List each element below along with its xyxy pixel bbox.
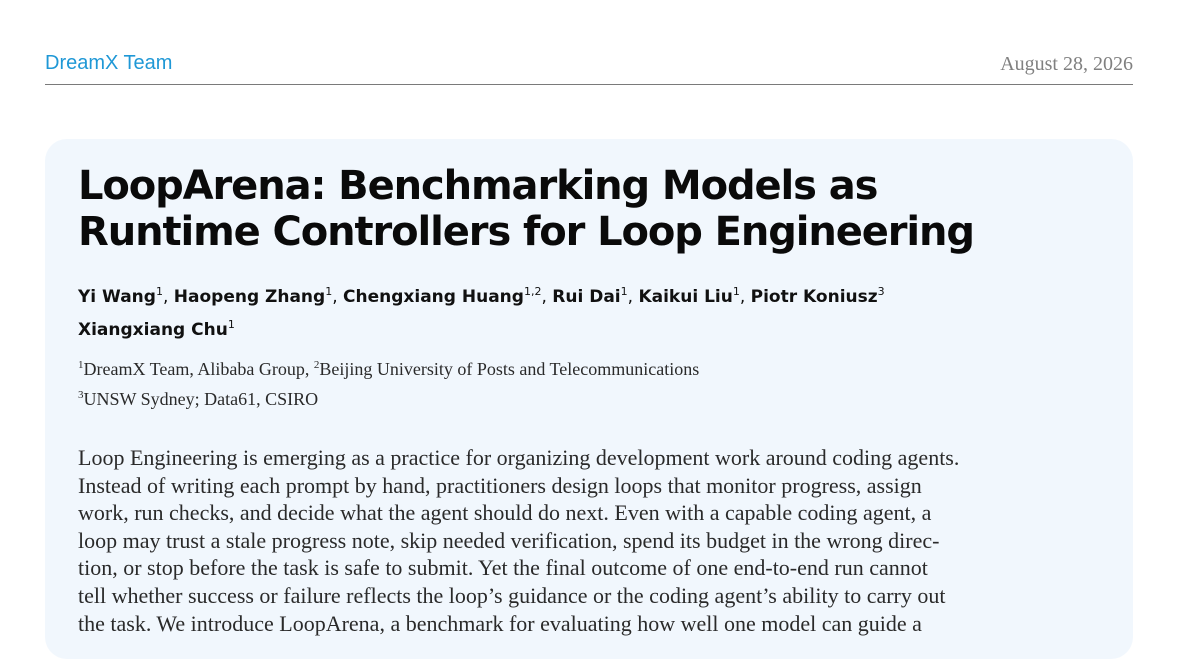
author (552, 287, 627, 307)
author (751, 287, 885, 307)
author-list (78, 281, 1108, 347)
header-date: August 28, 2026 (1000, 53, 1133, 75)
author (638, 287, 739, 307)
abstract-line: tion, or stop before the task is safe to submit. Yet the final outcome of one end-to-end run cannot (78, 555, 928, 581)
author-affiliation-mark: 3 (877, 285, 885, 298)
paper-title-line: LoopArena: Benchmarking Models as (78, 163, 878, 209)
author-name: Rui Dai (552, 287, 621, 307)
abstract (78, 444, 1108, 637)
affiliation-mark: 1 (78, 359, 84, 371)
abstract-line: loop may trust a stale progress note, skip needed verification, spend its budget in the wrong direc- (78, 527, 940, 553)
affiliation (314, 359, 699, 379)
team-name: DreamX Team (45, 52, 173, 74)
author-affiliation-mark: 1 (325, 285, 333, 298)
affiliation-row (78, 384, 1108, 414)
page-header (45, 50, 1133, 85)
author (174, 287, 332, 307)
abstract-line: Loop Engineering is emerging as a practice for organizing development work around coding agents. (78, 445, 960, 470)
author-name: Piotr Koniusz (750, 287, 878, 307)
author-affiliation-mark: 1 (620, 285, 628, 298)
author (78, 320, 235, 340)
paper-title-line: Runtime Controllers for Loop Engineering (78, 209, 974, 255)
affiliation-name: UNSW Sydney; Data61, CSIRO (83, 389, 319, 409)
author-row (78, 281, 1108, 314)
author-affiliation-mark: 1,2 (523, 285, 542, 298)
affiliation-mark: 2 (313, 359, 320, 371)
affiliation (78, 359, 309, 379)
affiliation-mark: 3 (78, 389, 84, 401)
author-affiliation-mark: 1 (155, 285, 163, 298)
author-name: Chengxiang Huang (343, 287, 524, 307)
affiliation (78, 389, 318, 409)
affiliation-name: Beijing University of Posts and Telecommunications (319, 359, 700, 379)
title-card (45, 139, 1133, 659)
abstract-line: the task. We introduce LoopArena, a benchmark for evaluating how well one model can guide a (78, 610, 922, 636)
author-affiliation-mark: 1 (227, 318, 235, 331)
author-separator: , (332, 287, 344, 307)
author-separator: , (162, 287, 174, 307)
paper-title (78, 163, 1108, 255)
author-separator: , (627, 287, 639, 307)
affiliation-name: DreamX Team, Alibaba Group, (83, 359, 310, 379)
author-affiliation-mark: 1 (732, 285, 740, 298)
author (343, 287, 541, 307)
abstract-line: tell whether success or failure reflects the loop’s guidance or the coding agent’s ability to carry out (78, 582, 946, 608)
author (78, 287, 163, 307)
author-name: Kaikui Liu (638, 287, 733, 307)
author-name: Xiangxiang Chu (78, 320, 228, 340)
author-separator: , (739, 287, 751, 307)
abstract-line: work, run checks, and decide what the agent should do next. Even with a capable coding agent, a (78, 500, 932, 526)
author-name: Haopeng Zhang (173, 287, 326, 307)
affiliation-list (78, 354, 1108, 414)
author-name: Yi Wang (78, 287, 156, 307)
author-row (78, 314, 1108, 347)
affiliation-row (78, 354, 1108, 384)
author-separator: , (541, 287, 553, 307)
abstract-line: Instead of writing each prompt by hand, practitioners design loops that monitor progress, assign (78, 472, 922, 498)
